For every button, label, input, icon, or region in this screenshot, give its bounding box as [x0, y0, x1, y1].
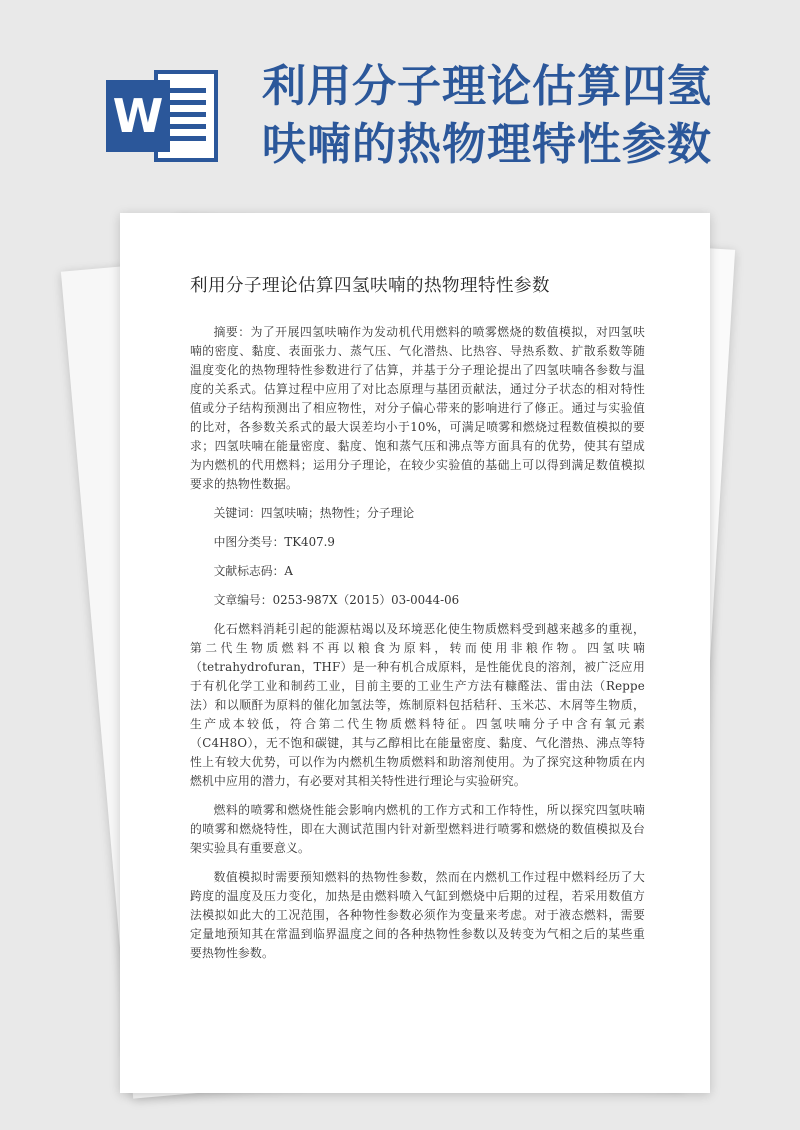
- article-number-line: 文章编号：0253-987X（2015）03-0044-06: [213, 593, 460, 607]
- document-content: [190, 272, 645, 973]
- document-code-line: 文献标志码：A: [213, 564, 293, 578]
- banner-title: [262, 58, 782, 174]
- banner-title-line1: 利用分子理论估算四氢: [262, 61, 712, 112]
- microsoft-word-icon: [106, 66, 218, 166]
- body-paragraph: 数值模拟时需要预知燃料的热物性参数，然而在内燃机工作过程中燃料经历了大跨度的温度及压力变化，加热是由燃料喷入气缸到燃烧中后期的过程，若采用数值方法模拟如此大的工况范围，各种物性参数必须作为变量来考虑。对于液态燃料，需要定量地预知其在常温到临界温度之间的各种热物性参数以及转变为气相之后的某些重要热物性参数。: [190, 870, 645, 960]
- body-paragraph: 燃料的喷雾和燃烧性能会影响内燃机的工作方式和工作特性，所以探究四氢呋喃的喷雾和燃烧特性，即在大测试范围内针对新型燃料进行喷雾和燃烧的数值模拟及台架实验具有重要意义。: [190, 803, 645, 855]
- document-title: 利用分子理论估算四氢呋喃的热物理特性参数: [190, 276, 550, 296]
- keywords-line: 关键词：四氢呋喃；热物性；分子理论: [213, 506, 415, 520]
- body-paragraph: 化石燃料消耗引起的能源枯竭以及环境恶化使生物质燃料受到越来越多的重视，第二代生物质燃料不再以粮食为原料，转而使用非粮作物。四氢呋喃（tetrahydrofuran，THF）是一种有机合成原料，是性能优良的溶剂，被广泛应用于有机化学工业和制药工业，目前主要的工业生产方法有糠醛法、雷由法（Reppe 法）和以顺酐为原料的催化加氢法等，炼制原料包括秸秆、玉米芯、木屑等生物质，生产成本较低，符合第二代生物质燃料特征。四氢呋喃分子中含有氧元素（C4H8O），无不饱和碳键，其与乙醇相比在能量密度、黏度、气化潜热、沸点等特性上有较大优势，可以作为内燃机生物质燃料和助溶剂使用。为了探究这种物质在内燃机中应用的潜力，有必要对其相关特性进行理论与实验研究。: [190, 622, 645, 788]
- word-logo-letter: W: [112, 89, 164, 143]
- banner-title-line2: 呋喃的热物理特性参数: [262, 119, 712, 170]
- clc-number-line: 中图分类号：TK407.9: [213, 535, 335, 549]
- abstract-paragraph: 摘要：为了开展四氢呋喃作为发动机代用燃料的喷雾燃烧的数值模拟，对四氢呋喃的密度、黏度、表面张力、蒸气压、气化潜热、比热容、导热系数、扩散系数等随温度变化的热物理特性参数进行了估算，并基于分子理论提出了四氢呋喃各参数与温度的关系式。估算过程中应用了对比态原理与基团贡献法，通过分子状态的相对特性值或分子结构预测出了相应物性，对分子偏心带来的影响进行了修正。通过与实验值的比对，各参数关系式的最大误差均小于10%，可满足喷雾和燃烧过程数值模拟的要求；四氢呋喃在能量密度、黏度、饱和蒸气压和沸点等方面具有的优势，使其有望成为内燃机的代用燃料；运用分子理论，在较少实验值的基础上可以得到满足数值模拟要求的热物性数据。: [190, 325, 645, 491]
